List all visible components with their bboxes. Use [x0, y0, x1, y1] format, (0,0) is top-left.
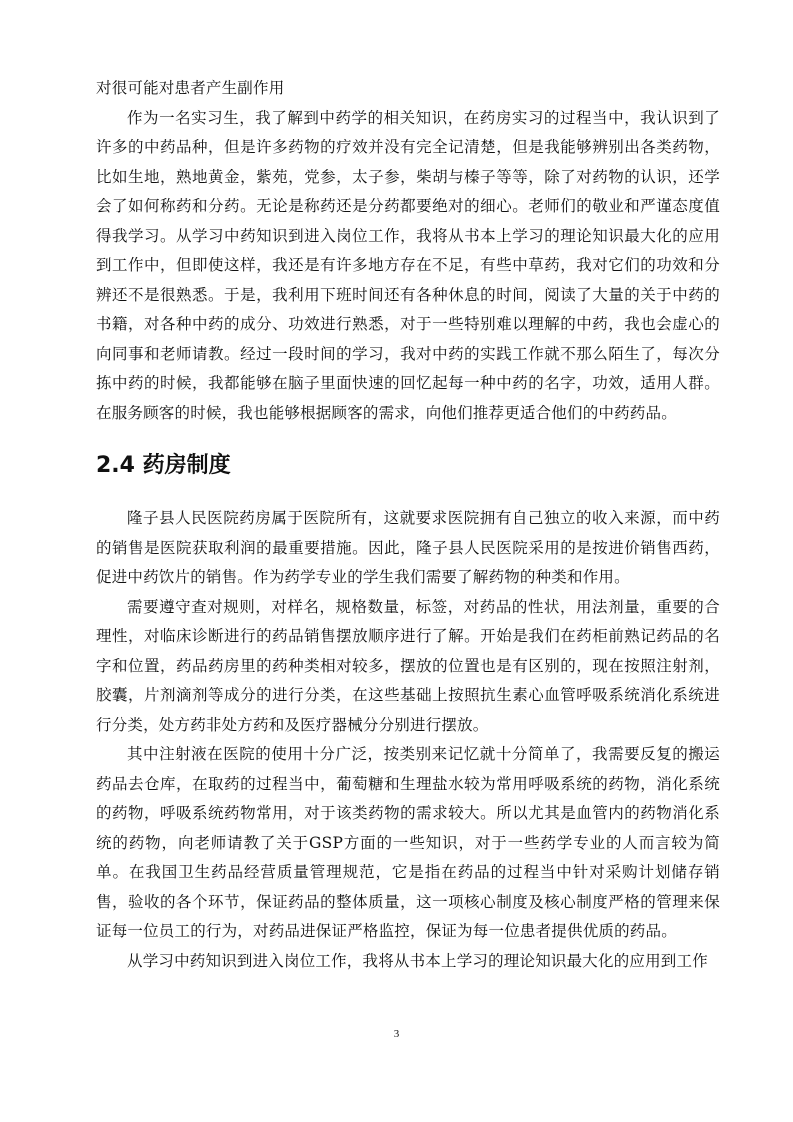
- paragraph-checking-rules: 需要遵守查对规则，对样名，规格数量，标签，对药品的性状，用法剂量，重要的合理性，对临床诊断进行的药品销售摆放顺序进行了解。开始是我们在药柜前熟记药品的名字和位置，药品药房里的药种类相对较多，摆放的位置也是有区别的，现在按照注射剂，胶囊，片剂滴剂等成分的进行分类，在这些基础上按照抗生素心血管呼吸系统消化系统进行分类，处方药非处方药和及医疗器械分分别进行摆放。: [96, 597, 720, 734]
- paragraph-theory-to-practice: 从学习中药知识到进入岗位工作，我将从书本上学习的理论知识最大化的应用到工作: [127, 951, 708, 970]
- paragraph-injections-gsp: 其中注射液在医院的使用十分广泛，按类别来记忆就十分简单了，我需要反复的搬运药品去仓库，在取药的过程当中，葡萄糖和生理盐水较为常用呼吸系统的药物，消化系统的药物，呼吸系统药物常用，对于该类药物的需求较大。所以尤其是血管内的药物消化系统的药物，向老师请教了关于GSP方面的一些知识，对于一些药学专业的人而言较为简单。在我国卫生药品经营质量管理规范，它是指在药品的过程当中针对采购计划储存销售，验收的各个环节，保证药品的整体质量，这一项核心制度及核心制度严格的管理来保证每一位员工的行为，对药品进保证严格监控，保证为每一位患者提供优质的药品。: [96, 745, 720, 940]
- page-number: 3: [393, 1028, 400, 1040]
- paragraph-continuation: 对很可能对患者产生副作用: [96, 79, 285, 97]
- section-heading: 2.4 药房制度: [96, 453, 231, 478]
- paragraph-internship-experience: 作为一名实习生，我了解到中药学的相关知识，在药房实习的过程当中，我认识到了许多的中药品种，但是许多药物的疗效并没有完全记清楚，但是我能够辨别出各类药物，比如生地，熟地黄金，紫苑，党参，太子参，柴胡与榛子等等，除了对药物的认识，还学会了如何称药和分药。无论是称药还是分药都要绝对的细心。老师们的敬业和严谨态度值得我学习。从学习中药知识到进入岗位工作，我将从书本上学习的理论知识最大化的应用到工作中，但即使这样，我还是有许多地方存在不足，有些中草药，我对它们的功效和分辨还不是很熟悉。于是，我利用下班时间还有各种休息的时间，阅读了大量的关于中药的书籍，对各种中药的成分、功效进行熟悉，对于一些特别难以理解的中药，我也会虚心的向同事和老师请教。经过一段时间的学习，我对中药的实践工作就不那么陌生了，每次分拣中药的时候，我都能够在脑子里面快速的回忆起每一种中药的名字，功效，适用人群。在服务顾客的时候，我也能够根据顾客的需求，向他们推荐更适合他们的中药药品。: [96, 108, 720, 422]
- paragraph-pharmacy-ownership: 隆子县人民医院药房属于医院所有，这就要求医院拥有自己独立的收入来源，而中药的销售是医院获取利润的最重要措施。因此，隆子县人民医院采用的是按进价销售西药，促进中药饮片的销售。作为药学专业的学生我们需要了解药物的种类和作用。: [96, 509, 720, 586]
- document-page: [96, 74, 720, 976]
